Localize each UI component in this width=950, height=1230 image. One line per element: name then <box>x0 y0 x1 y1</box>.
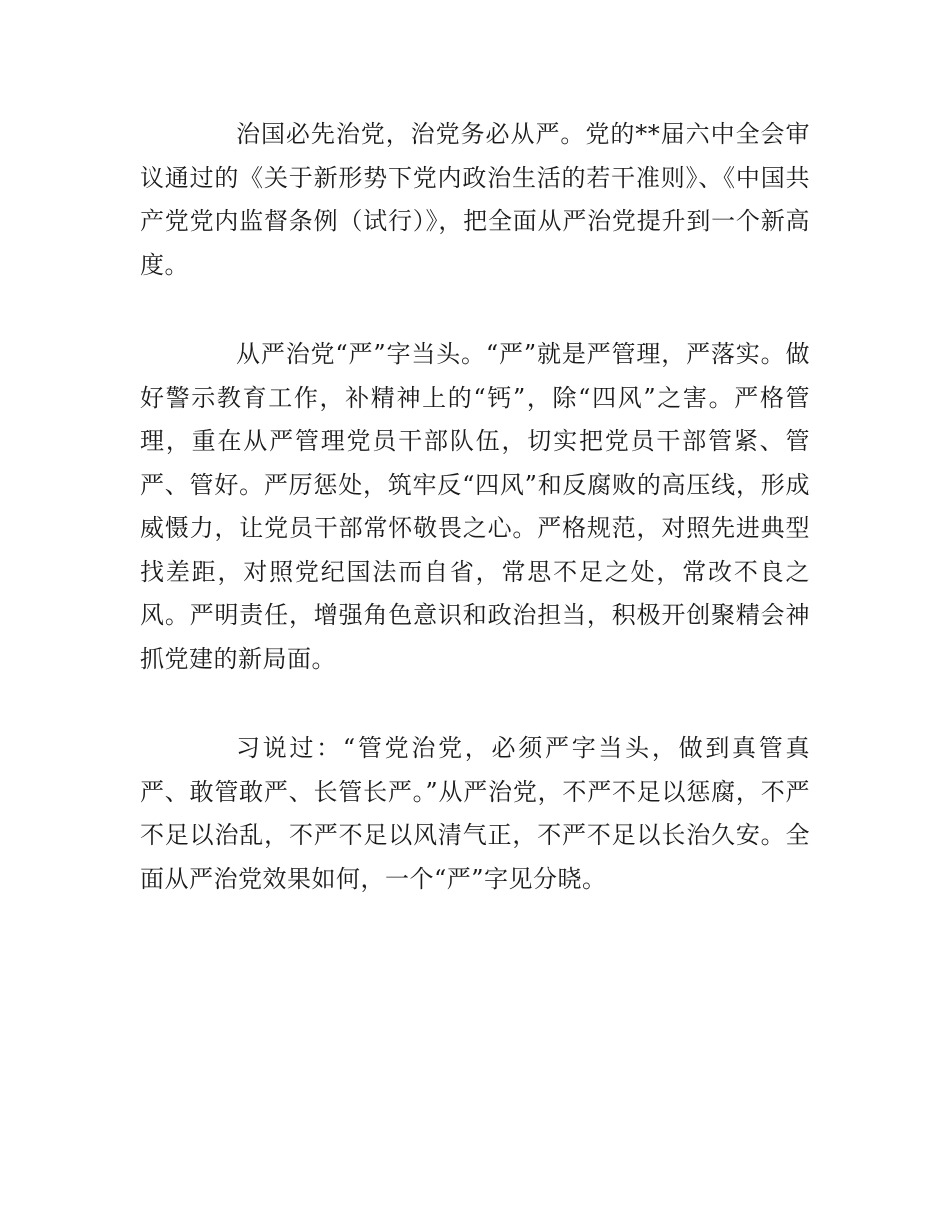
paragraph-2: 从严治党“严”字当头。“严”就是严管理，严落实。做好警示教育工作，补精神上的“钙”，除“四风”之害。严格管理，重在从严管理党员干部队伍，切实把党员干部管紧、管严、管好。严厉惩处，筑牢反“四风”和反腐败的高压线，形成威慑力，让党员干部常怀敬畏之心。严格规范，对照先进典型找差距，对照党纪国法而自省，常思不足之处，常改不良之风。严明责任，增强角色意识和政治担当，积极开创聚精会神抓党建的新局面。 <box>140 340 810 673</box>
paragraph-3: 习说过：“管党治党，必须严字当头，做到真管真严、敢管敢严、长管长严。”从严治党，不严不足以惩腐，不严不足以治乱，不严不足以风清气正，不严不足以长治久安。全面从严治党效果如何，一个“严”字见分晓。 <box>140 734 810 893</box>
paragraph-1: 治国必先治党，治党务必从严。党的**届六中全会审议通过的《关于新形势下党内政治生活的若干准则》、《中国共产党党内监督条例（试行）》，把全面从严治党提升到一个新高度。 <box>140 120 810 279</box>
document-body <box>140 113 810 901</box>
